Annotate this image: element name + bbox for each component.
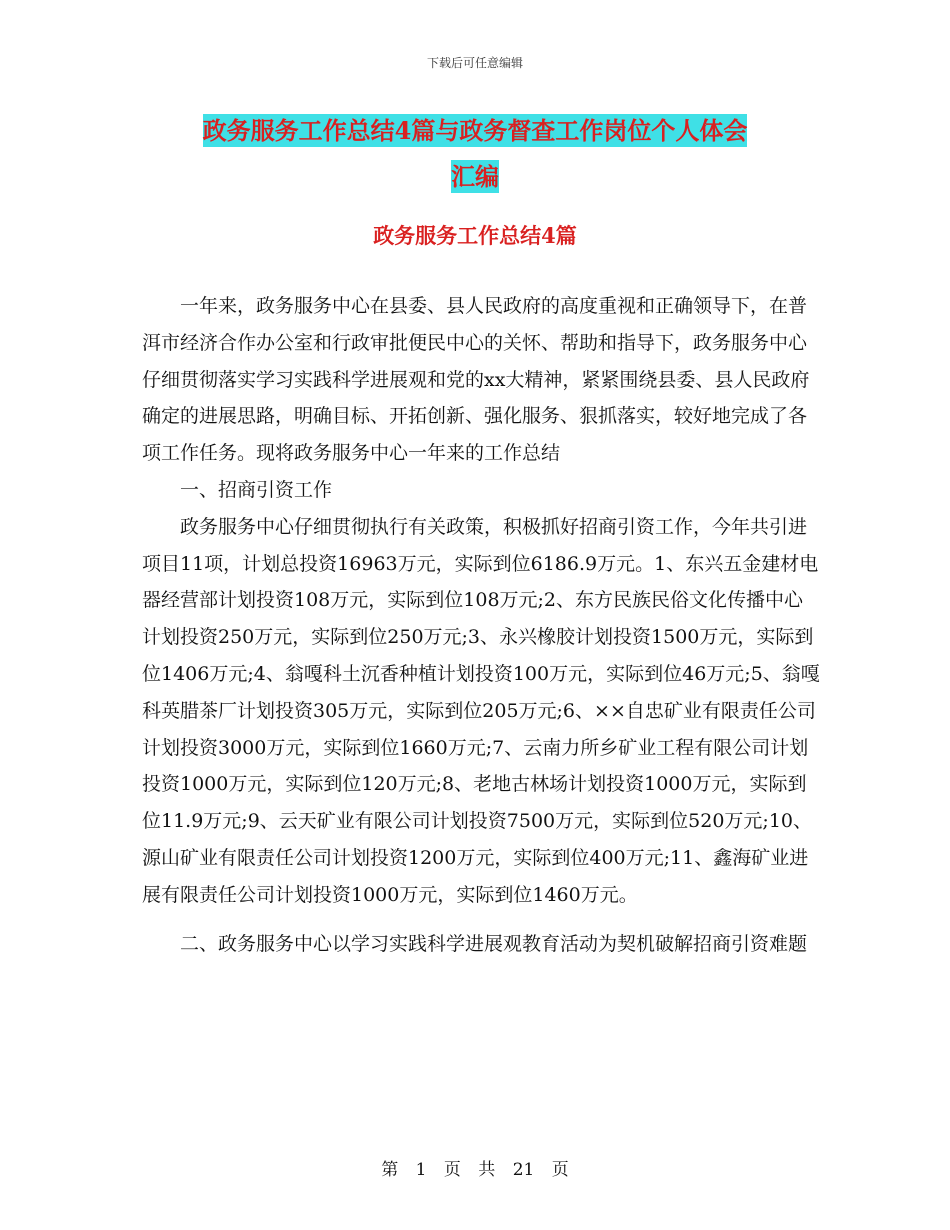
title-line-1: 政务服务工作总结4篇与政务督查工作岗位个人体会: [202, 116, 748, 145]
page-header: 下载后可任意编辑: [426, 56, 523, 70]
footer-prefix: 第: [381, 1160, 399, 1180]
heading-second: 二、政务服务中心以学习实践科学进展观教育活动为契机破解招商引资难题: [180, 932, 808, 955]
footer-suffix: 页: [551, 1160, 569, 1180]
document-title: [0, 108, 950, 200]
page-number: 1: [415, 1160, 427, 1180]
title-line-2: 汇编: [451, 162, 499, 191]
paragraph-intro: 一年来，政务服务中心在县委、县人民政府的高度重视和正确领导下，在普洱市经济合作办公室和行政审批便民中心的关怀、帮助和指导下，政务服务中心仔细贯彻落实学习实践科学进展观和党的xx大精神，紧紧围绕县委、县人民政府确定的进展思路，明确目标、开拓创新、强化服务、狠抓落实，较好地完成了各项工作任务。现将政务服务中心一年来的工作总结: [142, 295, 810, 465]
paragraph-investment: 政务服务中心仔细贯彻执行有关政策，积极抓好招商引资工作，今年共引进项目11项，计划总投资16963万元，实际到位6186.9万元。1、东兴五金建材电器经营部计划投资108万元，实际到位108万元;2、东方民族民俗文化传播中心计划投资250万元，实际到位250万元;3、永兴橡胶计划投资1500万元，实际到位1406万元;4、翁嘎科土沉香种植计划投资100万元，实际到位46万元;5、翁嘎科英腊茶厂计划投资305万元，实际到位205万元;6、××自忠矿业有限责任公司计划投资3000万元，实际到位1660万元;7、云南力所乡矿业工程有限公司计划投资1000万元，实际到位120万元;8、老地古林场计划投资1000万元，实际到位11.9万元;9、云天矿业有限公司计划投资7500万元，实际到位520万元;10、源山矿业有限责任公司计划投资1200万元，实际到位400万元;11、鑫海矿业进展有限责任公司计划投资1000万元，实际到位1460万元。: [142, 515, 820, 906]
footer-total-word: 共: [478, 1160, 496, 1180]
document-body: [142, 288, 822, 962]
page-total: 21: [512, 1160, 535, 1180]
heading-investment: 一、招商引资工作: [180, 478, 333, 501]
page-footer: [0, 1155, 950, 1180]
section-title: 政务服务工作总结4篇: [373, 223, 577, 248]
footer-page-word: 页: [443, 1160, 461, 1180]
